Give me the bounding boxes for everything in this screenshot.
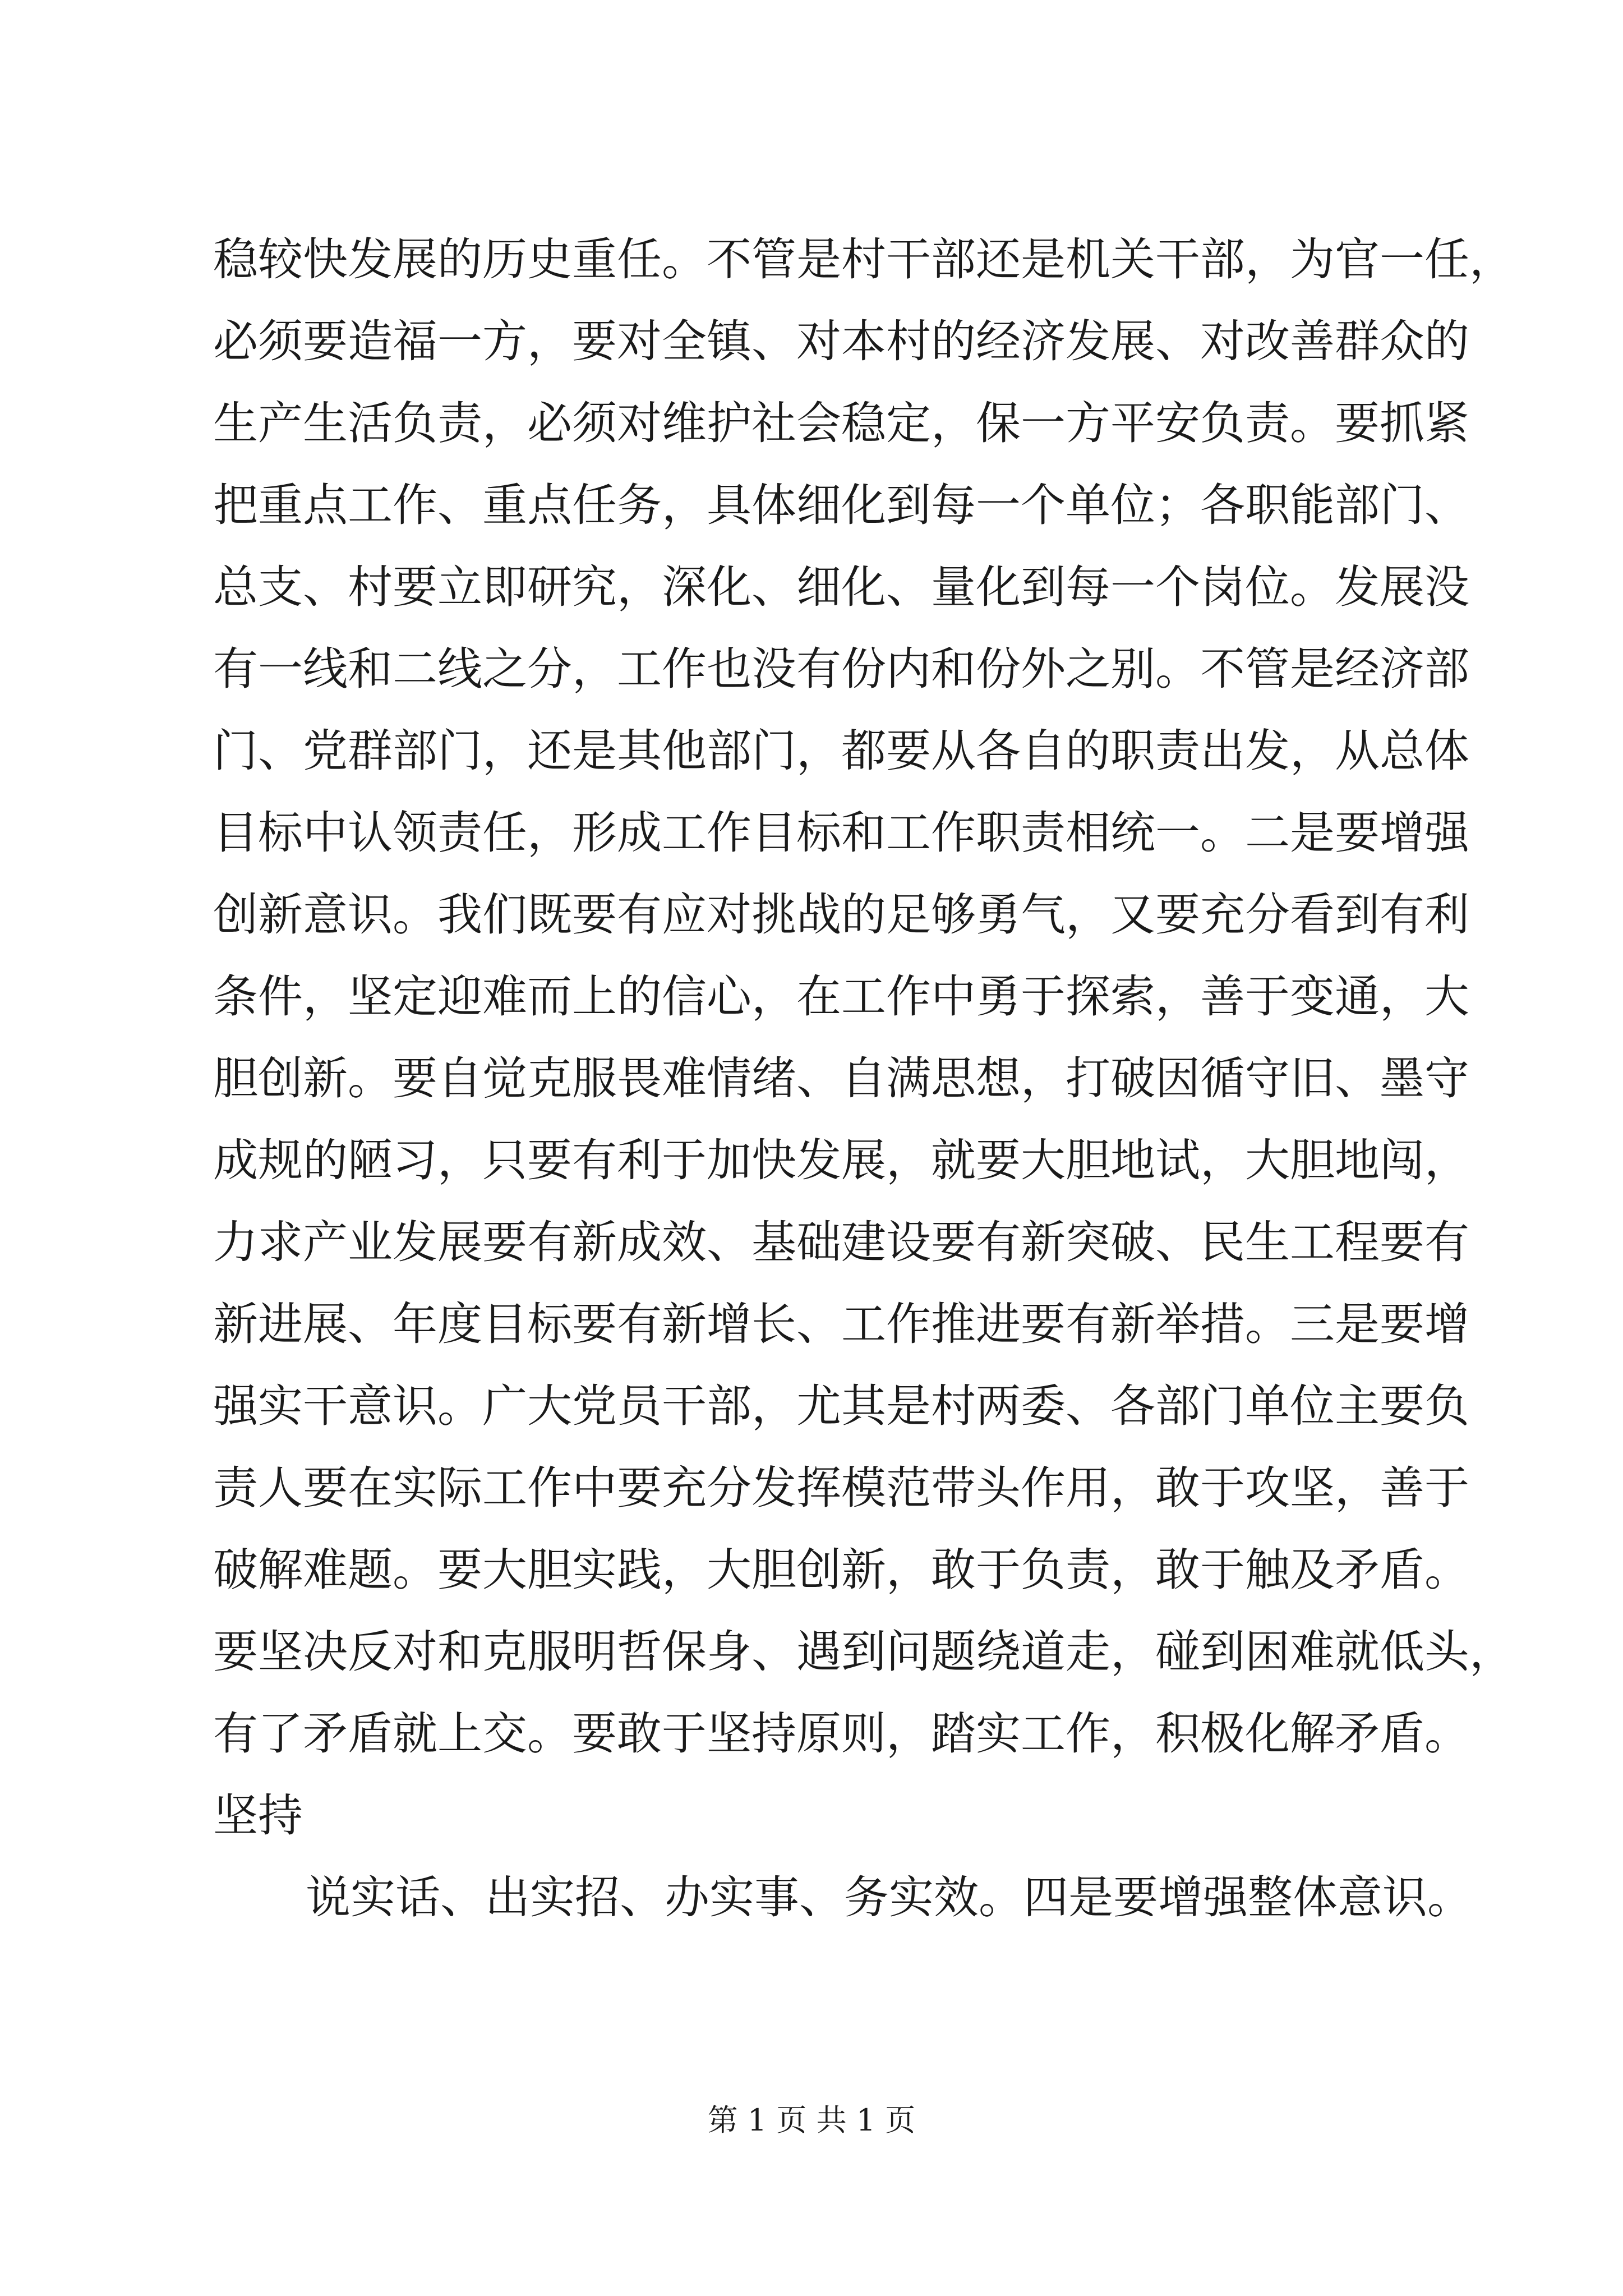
page-number-footer: 第 1 页 共 1 页	[707, 2102, 916, 2138]
text-line: 力求产业发展要有新成效、基础建设要有新突破、民生工程要有	[213, 1216, 1469, 1268]
body-text	[213, 219, 1514, 1939]
text-line: 目标中认领责任，形成工作目标和工作职责相统一。二是要增强	[213, 807, 1469, 859]
text-line: 有一线和二线之分，工作也没有份内和份外之别。不管是经济部	[213, 643, 1469, 695]
text-line: 创新意识。我们既要有应对挑战的足够勇气，又要充分看到有利	[213, 889, 1469, 941]
text-line: 成规的陋习，只要有利于加快发展，就要大胆地试，大胆地闯，	[213, 1134, 1469, 1186]
text-line: 新进展、年度目标要有新增长、工作推进要有新举措。三是要增	[213, 1298, 1469, 1350]
text-line: 破解难题。要大胆实践，大胆创新，敢于负责，敢于触及矛盾。	[213, 1544, 1469, 1596]
text-line: 要坚决反对和克服明哲保身、遇到问题绕道走，碰到困难就低头，	[213, 1626, 1514, 1678]
text-line: 生产生活负责，必须对维护社会稳定，保一方平安负责。要抓紧	[213, 397, 1469, 449]
text-line: 强实干意识。广大党员干部，尤其是村两委、各部门单位主要负	[213, 1380, 1469, 1432]
paragraph-first-line: 说实话、出实招、办实事、务实效。四是要增强整体意识。	[306, 1871, 1472, 1924]
text-line: 坚持	[213, 1789, 303, 1842]
text-line: 胆创新。要自觉克服畏难情绪、自满思想，打破因循守旧、墨守	[213, 1052, 1469, 1105]
text-line: 把重点工作、重点任务，具体细化到每一个单位；各职能部门、	[213, 479, 1469, 531]
text-line: 总支、村要立即研究，深化、细化、量化到每一个岗位。发展没	[213, 561, 1469, 613]
text-line: 有了矛盾就上交。要敢于坚持原则，踏实工作，积极化解矛盾。	[213, 1708, 1469, 1760]
text-line: 责人要在实际工作中要充分发挥模范带头作用，敢于攻坚，善于	[213, 1462, 1469, 1514]
text-line: 门、党群部门，还是其他部门，都要从各自的职责出发，从总体	[213, 725, 1469, 777]
text-line: 条件，坚定迎难而上的信心，在工作中勇于探索，善于变通，大	[213, 970, 1469, 1023]
text-line: 必须要造福一方，要对全镇、对本村的经济发展、对改善群众的	[213, 315, 1469, 367]
text-line: 稳较快发展的历史重任。不管是村干部还是机关干部，为官一任，	[213, 233, 1514, 286]
